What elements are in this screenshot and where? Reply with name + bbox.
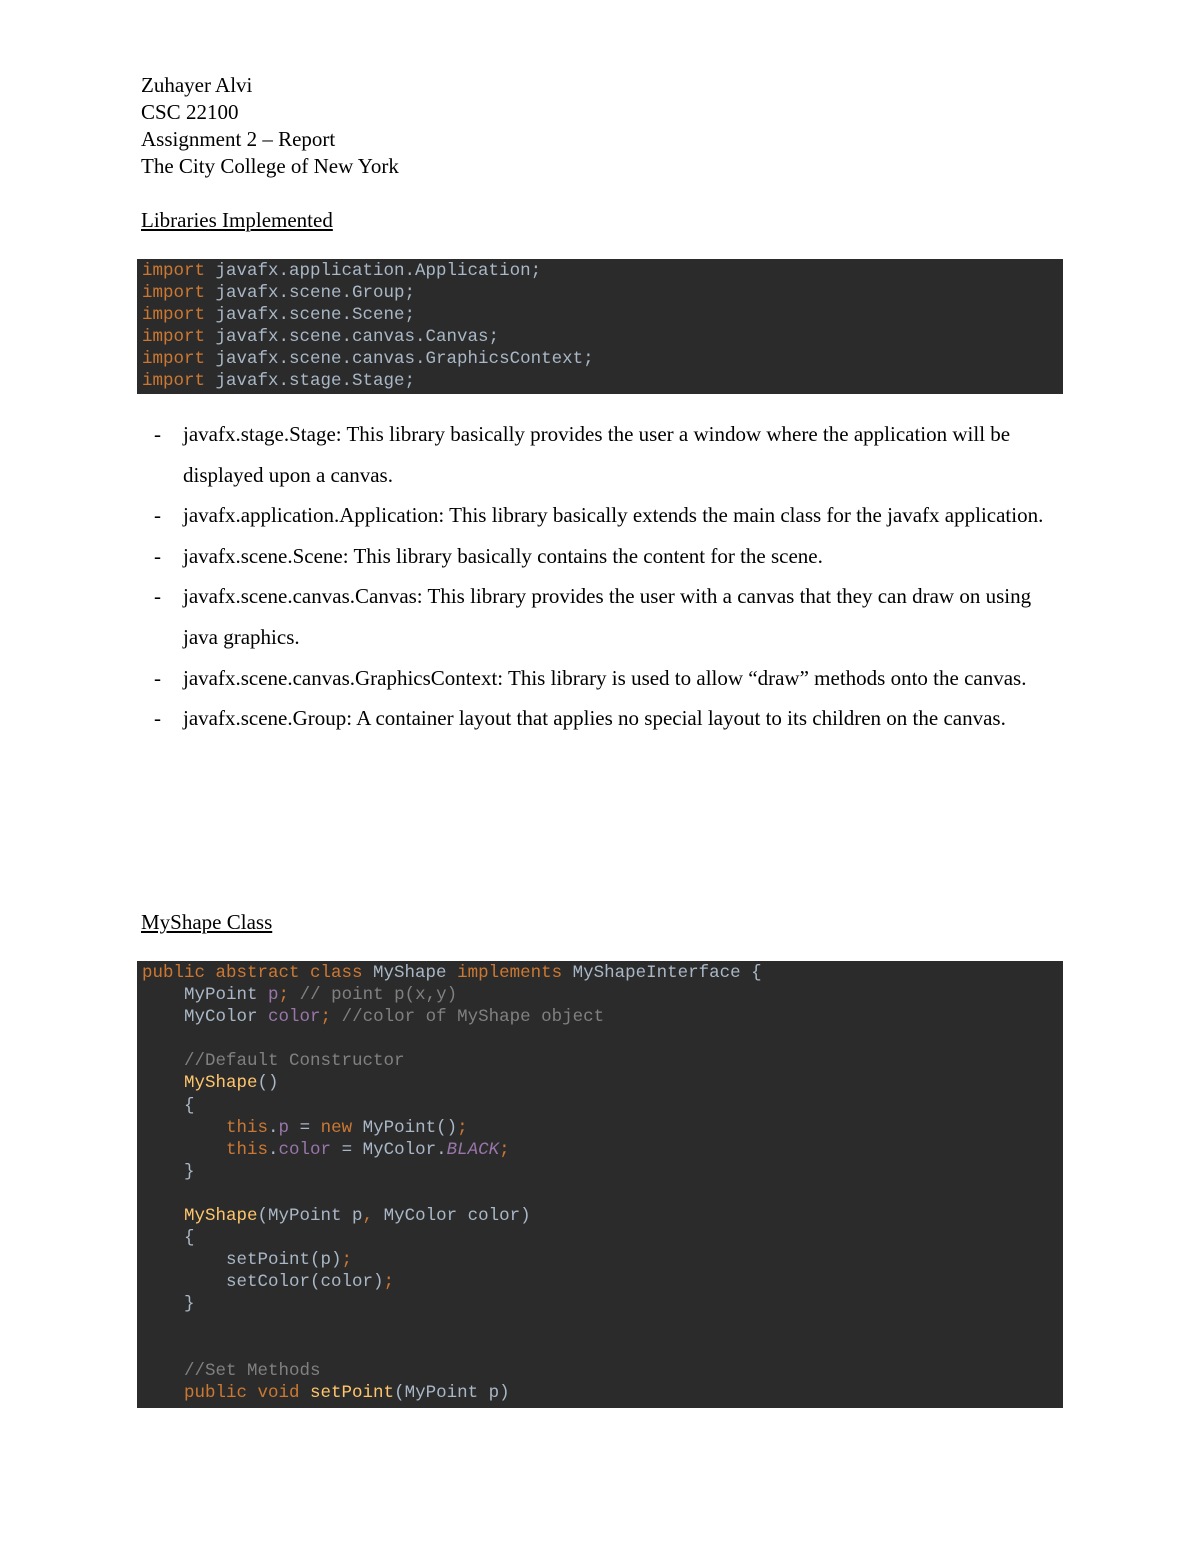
code-token: = [289,1117,321,1138]
code-keyword: import [142,305,206,326]
myshape-code-block [137,961,1063,1408]
code-line [142,1271,1063,1293]
assignment-title: Assignment 2 – Report [141,127,336,151]
list-item [150,658,1070,699]
code-token: ; [320,1007,342,1028]
code-line [142,1293,1063,1315]
code-token: . [268,1139,279,1160]
code-token: { [142,1095,195,1116]
code-token: setPoint(p) [142,1250,342,1271]
libraries-heading: Libraries Implemented [141,208,333,232]
code-token: MyShape [373,963,458,983]
list-item-text: javafx.stage.Stage: This library basically provides the user a window where the application will be displayed upon a canvas. [183,422,1011,487]
code-keyword: import [142,283,206,304]
code-token [142,1206,184,1226]
code-token: MyColor [142,1007,269,1028]
code-token: ; [278,985,300,1006]
code-token: BLACK [446,1139,500,1160]
course-code: CSC 22100 [141,100,239,124]
code-text: javafx.scene.canvas.Canvas; [205,327,500,348]
code-line [142,1360,1063,1382]
code-token: MyShape [184,1073,258,1094]
code-token: color [268,1007,321,1028]
code-line [142,326,1063,348]
code-line [142,348,1063,370]
code-keyword: import [142,371,206,392]
code-token: ; [341,1250,353,1271]
code-token [142,1383,184,1403]
code-token [142,1118,226,1138]
code-token: //Set Methods [142,1360,321,1381]
list-item [150,414,1070,495]
list-item-text: javafx.scene.Group: A container layout that applies no special layout to its children on the canvas. [183,706,1006,731]
bullet-marker: - [154,584,161,609]
list-item [150,576,1070,657]
code-line [142,370,1063,392]
list-item-text: javafx.application.Application: This library basically extends the main class for the javafx application. [183,503,1044,528]
list-item-text: javafx.scene.canvas.Canvas: This library provides the user with a canvas that they can draw on using java graphics. [183,584,1032,649]
code-line [142,1338,1063,1360]
bullet-marker: - [154,665,161,690]
library-description-list [150,414,1070,739]
code-token: // point p(x,y) [299,985,458,1006]
author-name: Zuhayer Alvi [141,73,253,97]
code-line [142,1183,1063,1205]
code-line [142,962,1063,984]
code-line [142,1028,1063,1050]
code-text: javafx.scene.Scene; [205,305,416,326]
code-token [142,1140,226,1160]
code-token: . [268,1117,279,1138]
code-line [142,1095,1063,1117]
code-line [142,1161,1063,1183]
code-line [142,1382,1063,1404]
list-item-text: javafx.scene.Scene: This library basically contains the content for the scene. [183,543,823,568]
document-header [141,72,399,180]
code-line [142,1316,1063,1338]
code-token: MyShape [184,1206,258,1227]
code-token: new [320,1117,363,1138]
code-token: ; [383,1272,395,1293]
code-token: (MyPoint p) [394,1382,510,1403]
code-line [142,304,1063,326]
code-token [142,1073,184,1093]
code-line [142,984,1063,1006]
code-line [142,1249,1063,1271]
list-item [150,495,1070,536]
code-keyword: import [142,327,206,348]
myshape-heading: MyShape Class [141,910,273,934]
code-token: public void [184,1382,311,1403]
code-token: implements [457,963,573,983]
code-token: MyPoint() [362,1117,458,1138]
code-line [142,260,1063,282]
code-line [142,1205,1063,1227]
bullet-marker: - [154,543,161,568]
code-token: this [226,1139,269,1160]
code-token: color [278,1139,332,1160]
school-name: The City College of New York [141,154,399,178]
code-line [142,1006,1063,1028]
code-token: { [142,1228,195,1249]
list-item [150,698,1070,739]
list-item-text: javafx.scene.canvas.GraphicsContext: This library is used to allow “draw” methods onto the canvas. [183,665,1027,690]
code-line [142,1072,1063,1094]
code-token: //color of MyShape object [341,1007,605,1028]
code-text: javafx.scene.Group; [205,283,416,304]
code-keyword: import [142,261,206,281]
code-token: } [142,1294,195,1315]
code-token: , [362,1206,384,1227]
code-text: javafx.application.Application; [205,261,542,281]
code-token: MyPoint [142,985,269,1006]
list-item [150,536,1070,577]
code-token: this [226,1117,269,1138]
code-line [142,1050,1063,1072]
code-token: (MyPoint p [257,1206,363,1227]
code-token: } [142,1161,195,1182]
bullet-marker: - [154,503,161,528]
code-token: MyShapeInterface { [572,963,762,983]
code-keyword: import [142,349,206,370]
code-token: MyColor color) [383,1206,531,1227]
code-token: ; [457,1117,468,1138]
code-text: javafx.stage.Stage; [205,371,416,392]
code-token: () [257,1073,279,1094]
imports-code-block [137,259,1063,394]
code-token: p [268,985,279,1006]
code-line [142,1227,1063,1249]
code-token: p [278,1117,290,1138]
bullet-marker: - [154,422,161,446]
code-line [142,1117,1063,1139]
code-text: javafx.scene.canvas.GraphicsContext; [205,349,594,370]
code-line [142,1139,1063,1161]
bullet-marker: - [154,706,161,731]
code-token: setPoint [310,1382,395,1403]
code-token: setColor(color) [142,1272,384,1293]
code-token: //Default Constructor [142,1051,405,1072]
code-token: ; [499,1139,510,1160]
code-token: public abstract class [142,963,374,983]
code-line [142,282,1063,304]
code-token: = MyColor. [331,1139,447,1160]
